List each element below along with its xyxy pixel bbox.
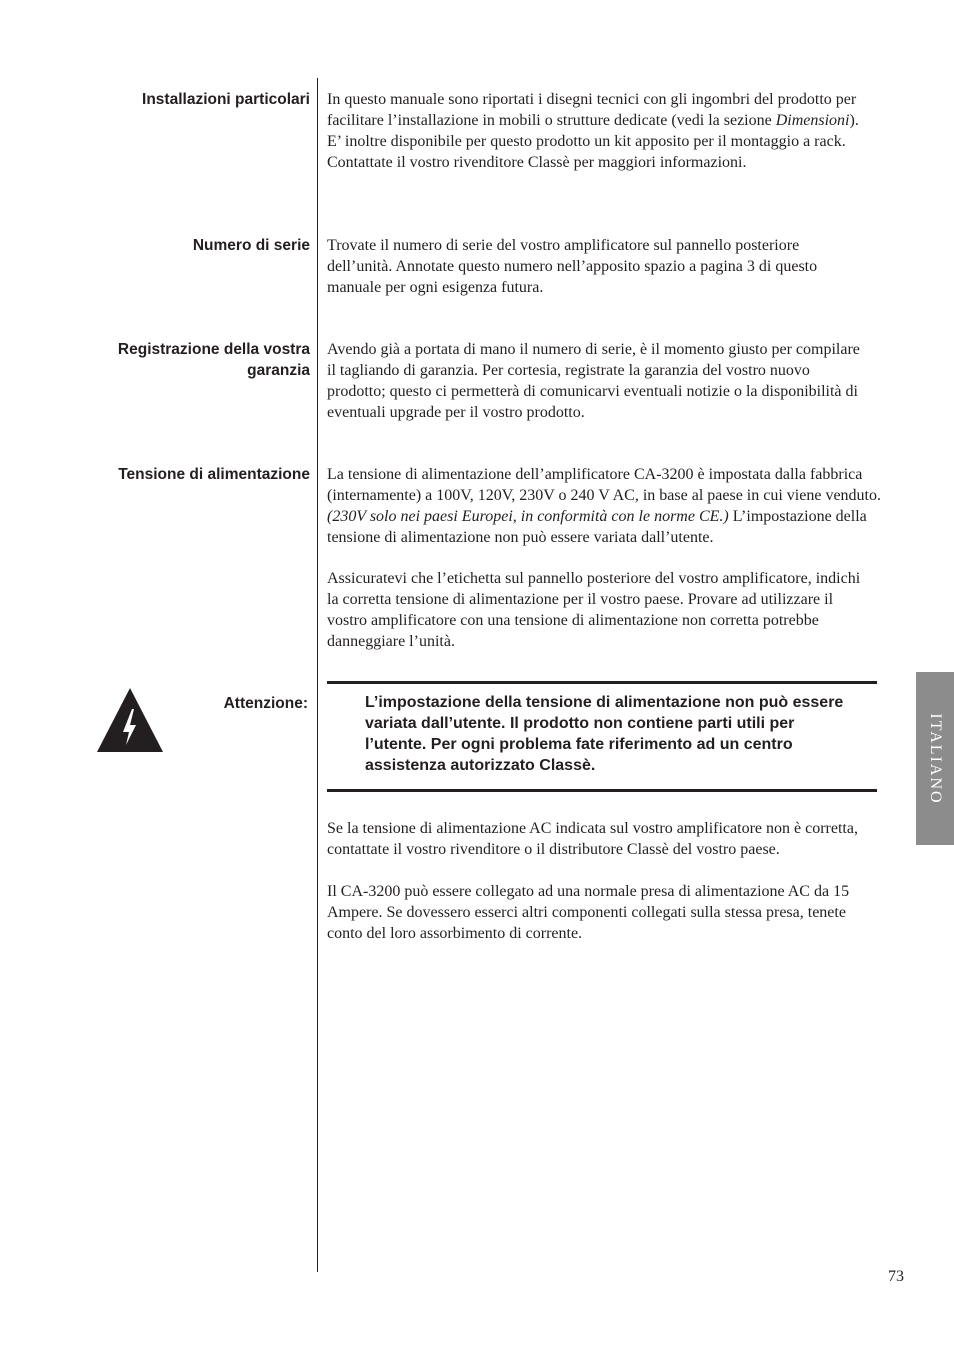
paragraph-installazioni: In questo manuale sono riportati i disegni tecnici con gli ingombri del prodotto per facilitare l’installazione in mobili o strutture dedicate (vedi la sezione Dimensioni). E’ inoltre disponibile per questo prodotto un kit apposito per il montaggio a rack. Contattate il vostro rivenditore Classè per maggiori informazioni. <box>327 91 859 171</box>
paragraph-tensione-1: La tensione di alimentazione dell’amplificatore CA-3200 è impostata dalla fabbrica (internamente) a 100V, 120V, 230V o 240 V AC, in base al paese in cui viene venduto. (230V solo nei paesi Europei, in conformità con le norme CE.) L’impostazione della tensione di alimentazione non può essere variata dall’utente. <box>327 466 881 546</box>
column-divider <box>317 78 318 1272</box>
warning-text: L’impostazione della tensione di alimentazione non può essere variata dall’utente. Il prodotto non contiene parti utili per l’utente. Per ogni problema fate riferimento ad un centro assistenza autorizzato Classè. <box>365 694 844 774</box>
heading-attenzione: Attenzione: <box>223 695 308 712</box>
paragraph-tensione-2: Assicuratevi che l’etichetta sul pannello posteriore del vostro amplificatore, indichi la corretta tensione di alimentazione per il vostro paese. Provare ad utilizzare il vostro amplificatore con una tensione di alimentazione non corretta potrebbe danneggiare l’unità. <box>327 570 861 650</box>
language-tab-label: ITALIANO <box>927 712 944 805</box>
heading-registrazione-garanzia: Registrazione della vostra garanzia <box>117 341 310 379</box>
paragraph-after-1: Se la tensione di alimentazione AC indicata sul vostro amplificatore non è corretta, contattate il vostro rivenditore o il distributore Classè del vostro paese. <box>327 820 858 858</box>
paragraph-after-2: Il CA-3200 può essere collegato ad una normale presa di alimentazione AC da 15 Ampere. Se dovessero esserci altri componenti collegati sulla stessa presa, tenete conto del loro assorbimento di corrente. <box>327 883 850 942</box>
heading-tensione-di-alimentazione: Tensione di alimentazione <box>118 466 310 483</box>
heading-installazioni-particolari: Installazioni particolari <box>142 91 310 108</box>
paragraph-registrazione: Avendo già a portata di mano il numero di serie, è il momento giusto per compilare il tagliando di garanzia. Per cortesia, registrate la garanzia del vostro nuovo prodotto; questo ci permetterà di comunicarvi eventuali notizie o la disponibilità di eventuali upgrade per il vostro prodotto. <box>327 341 860 421</box>
heading-numero-di-serie: Numero di serie <box>192 237 310 254</box>
paragraph-numero-di-serie: Trovate il numero di serie del vostro amplificatore sul pannello posteriore dell’unità. Annotate questo numero nell’apposito spazio a pagina 3 di questo manuale per ogni esigenza futura. <box>327 237 818 296</box>
page-number: 73 <box>888 1268 904 1285</box>
language-tab <box>916 672 954 845</box>
